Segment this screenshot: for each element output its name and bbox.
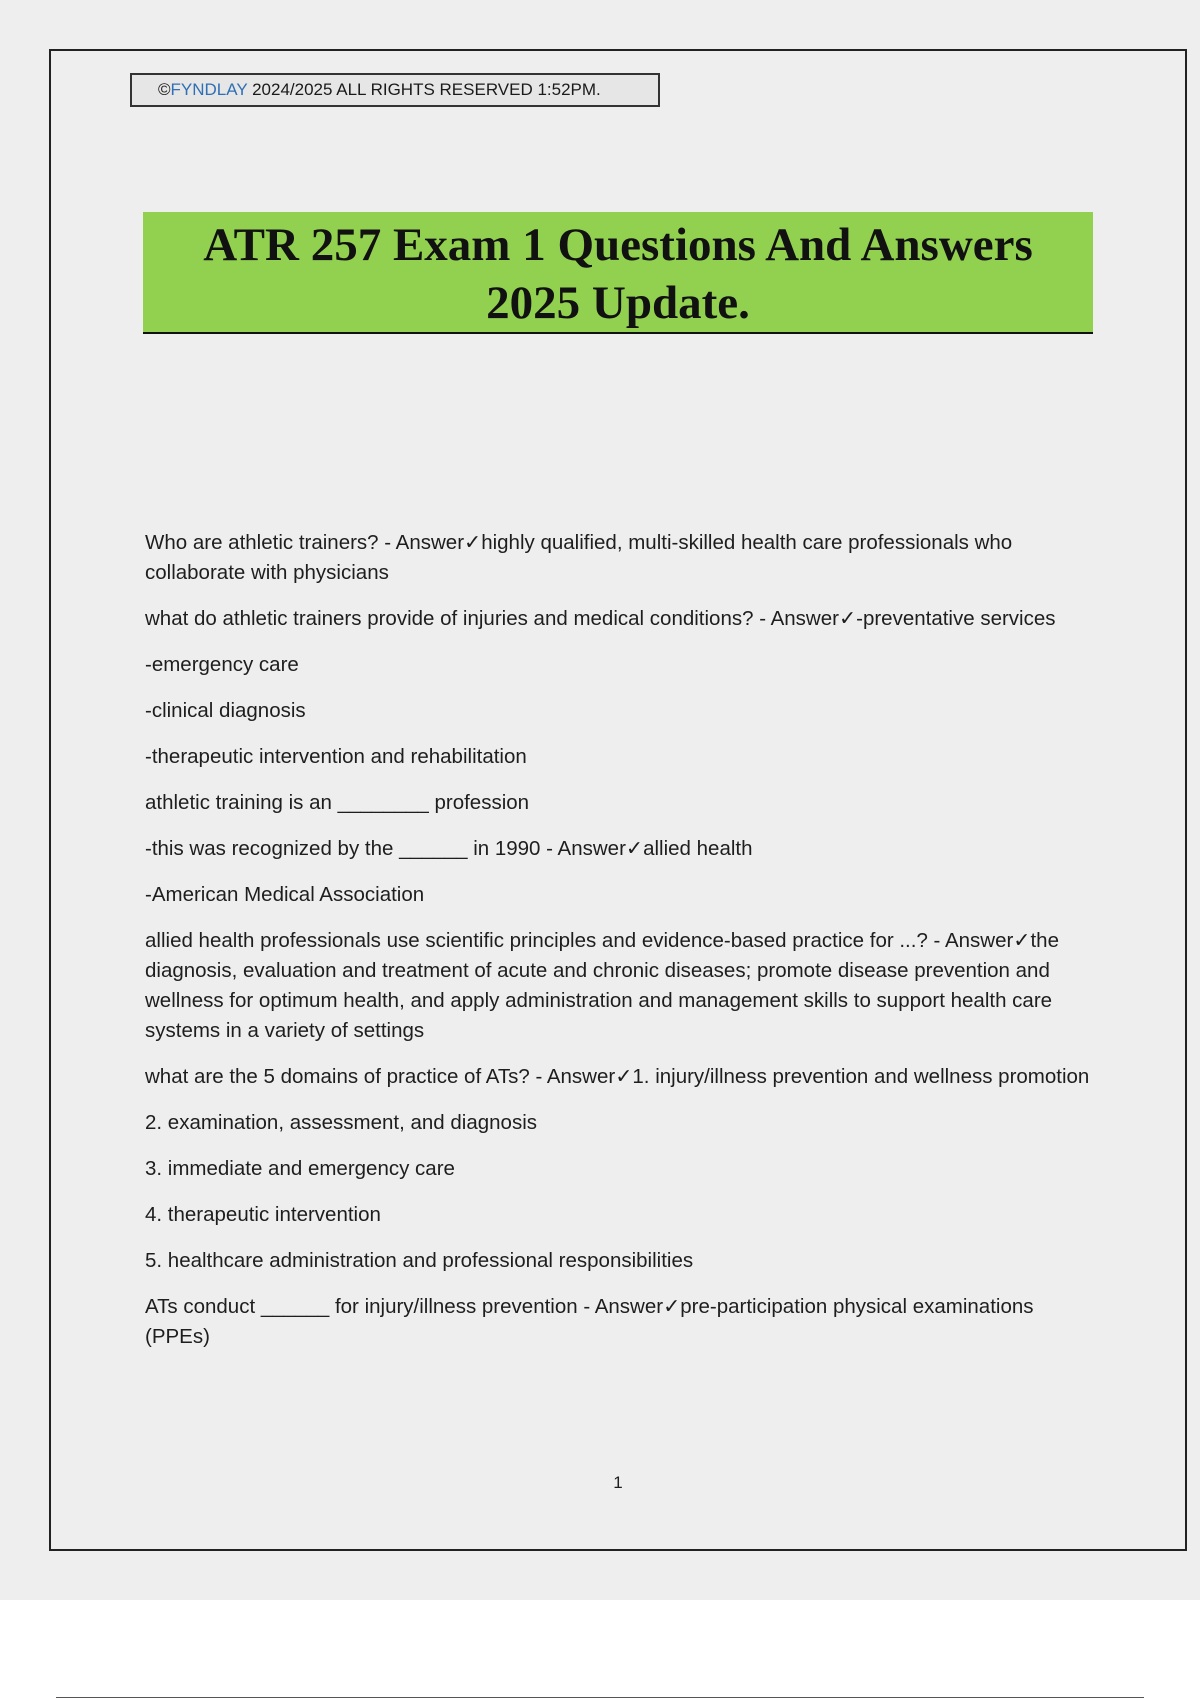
brand-name: FYNDLAY [170, 80, 248, 99]
title-line-2: 2025 Update. [486, 277, 750, 329]
qa-paragraph: Who are athletic trainers? - Answer✓highly qualified, multi-skilled health care professionals who collaborate with physicians [145, 531, 1013, 584]
qa-paragraph: what are the 5 domains of practice of ATs? - Answer✓1. injury/illness prevention and wellness promotion [145, 1065, 1090, 1088]
qa-content [145, 528, 1095, 1368]
qa-paragraph: allied health professionals use scientific principles and evidence-based practice for ...? - Answer✓the diagnosis, evaluation and treatment of acute and chronic diseases; promote disease prevention and wellness for optimum health, and apply administration and management skills to support health care systems in a variety of settings [145, 929, 1059, 1042]
qa-paragraph: 4. therapeutic intervention [145, 1203, 381, 1226]
copyright-symbol: © [158, 80, 171, 99]
qa-paragraph: -clinical diagnosis [145, 699, 306, 722]
qa-paragraph: -American Medical Association [145, 883, 425, 906]
bottom-divider [56, 1697, 1144, 1698]
page-number: 1 [613, 1473, 623, 1492]
rights-text: 2024/2025 ALL RIGHTS RESERVED 1:52PM. [247, 80, 601, 99]
qa-paragraph: -this was recognized by the ______ in 1990 - Answer✓allied health [145, 837, 753, 860]
qa-paragraph: 5. healthcare administration and professional responsibilities [145, 1249, 694, 1272]
qa-paragraph: -therapeutic intervention and rehabilitation [145, 745, 527, 768]
document-title [143, 212, 1093, 334]
copyright-header [130, 73, 660, 107]
title-line-1: ATR 257 Exam 1 Questions And Answers [203, 219, 1033, 271]
qa-paragraph: 3. immediate and emergency care [145, 1157, 455, 1180]
qa-paragraph: athletic training is an ________ profession [145, 791, 530, 814]
qa-paragraph: what do athletic trainers provide of injuries and medical conditions? - Answer✓-preventative services [145, 607, 1056, 630]
qa-paragraph: 2. examination, assessment, and diagnosis [145, 1111, 538, 1134]
qa-paragraph: ATs conduct ______ for injury/illness prevention - Answer✓pre-participation physical examinations (PPEs) [145, 1295, 1034, 1348]
qa-paragraph: -emergency care [145, 653, 299, 676]
